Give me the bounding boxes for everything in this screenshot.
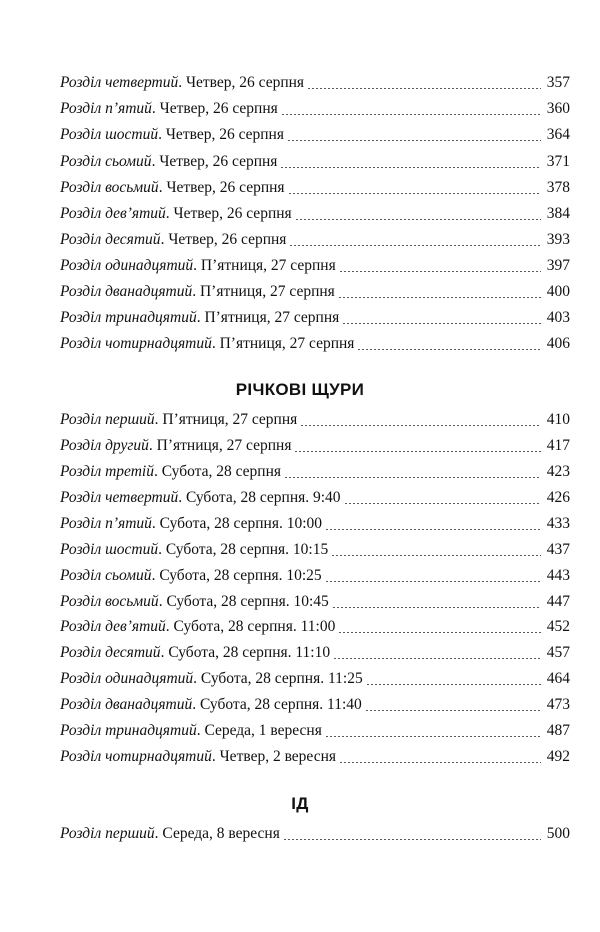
entry-page-number: 384	[546, 205, 570, 222]
entry-title: Розділ тринадцятий	[60, 309, 197, 326]
dot-leader	[342, 323, 541, 324]
toc-entry: Розділ шостий . Четвер, 26 серпня 364	[60, 123, 570, 147]
dot-leader	[331, 555, 541, 556]
toc-entry: Розділ одинадцятий . Субота, 28 серпня. 11:25 464	[60, 667, 570, 691]
entry-description: Четвер, 26 серпня	[173, 205, 292, 222]
entry-title: Розділ шостий	[60, 126, 159, 143]
entry-title: Розділ восьмий	[60, 179, 159, 196]
dot-leader	[294, 451, 541, 452]
toc-entry: Розділ другий . П’ятниця, 27 серпня 417	[60, 434, 570, 458]
dot-leader	[325, 529, 541, 530]
dot-leader	[344, 503, 541, 504]
entry-description: Субота, 28 серпня. 9:40	[185, 489, 341, 506]
entry-description: Субота, 28 серпня. 10:45	[166, 593, 329, 610]
toc-entry: Розділ дванадцятий . П’ятниця, 27 серпня 400	[60, 280, 570, 304]
entry-page-number: 443	[546, 567, 570, 584]
entry-title: Розділ перший	[60, 825, 155, 842]
entry-page-number: 487	[546, 722, 570, 739]
entry-description: П’ятниця, 27 серпня	[219, 335, 355, 352]
entry-description: П’ятниця, 27 серпня	[204, 309, 340, 326]
entry-title: Розділ дев’ятий	[60, 618, 166, 635]
entry-title: Розділ чотирнадцятий	[60, 748, 212, 765]
dot-leader	[288, 193, 541, 194]
toc-entry: Розділ десятий . Четвер, 26 серпня 393	[60, 228, 570, 252]
entry-page-number: 393	[546, 231, 570, 248]
entry-description: Субота, 28 серпня. 11:40	[199, 696, 362, 713]
entry-description: П’ятниця, 27 серпня	[156, 437, 292, 454]
entry-description: Четвер, 26 серпня	[165, 126, 284, 143]
entry-title: Розділ одинадцятий	[60, 257, 194, 274]
entry-page-number: 360	[546, 100, 570, 117]
toc-entry: Розділ чотирнадцятий . П’ятниця, 27 серпня 406	[60, 332, 570, 356]
dot-leader	[339, 762, 541, 763]
entry-page-number: 378	[546, 179, 570, 196]
dot-leader	[281, 114, 541, 115]
toc-entry: Розділ восьмий . Четвер, 26 серпня 378	[60, 176, 570, 200]
entry-description: Субота, 28 серпня	[161, 463, 282, 480]
entry-description: Четвер, 26 серпня	[159, 100, 278, 117]
entry-page-number: 433	[546, 515, 570, 532]
entry-description: Четвер, 26 серпня	[166, 179, 285, 196]
toc-entry: Розділ п’ятий . Субота, 28 серпня. 10:00 433	[60, 512, 570, 536]
entry-page-number: 403	[546, 309, 570, 326]
entry-title: Розділ четвертий	[60, 489, 179, 506]
entry-title: Розділ перший	[60, 411, 155, 428]
entry-description: Субота, 28 серпня. 11:25	[200, 670, 363, 687]
dot-leader	[295, 219, 541, 220]
toc-entry: Розділ тринадцятий . П’ятниця, 27 серпня 403	[60, 306, 570, 330]
entry-description: Середа, 8 вересня	[162, 825, 280, 842]
dot-leader	[338, 632, 541, 633]
entry-title: Розділ тринадцятий	[60, 722, 197, 739]
dot-leader	[325, 581, 541, 582]
dot-leader	[280, 167, 541, 168]
toc-entry: Розділ сьомий . Четвер, 26 серпня 371	[60, 150, 570, 174]
dot-leader	[287, 140, 541, 141]
toc-entry: Розділ третій . Субота, 28 серпня 423	[60, 460, 570, 484]
dot-leader	[289, 245, 541, 246]
section-heading: ІД	[291, 794, 309, 813]
toc-entry: Розділ восьмий . Субота, 28 серпня. 10:45 447	[60, 590, 570, 614]
toc-entry: Розділ сьомий . Субота, 28 серпня. 10:25 443	[60, 564, 570, 588]
dot-leader	[325, 736, 541, 737]
dot-leader	[284, 477, 541, 478]
dot-leader	[338, 297, 541, 298]
entry-page-number: 410	[546, 411, 570, 428]
entry-page-number: 423	[546, 463, 570, 480]
toc-entry: Розділ дев’ятий . Четвер, 26 серпня 384	[60, 202, 570, 226]
dot-leader	[300, 425, 541, 426]
entry-title: Розділ дванадцятий	[60, 696, 193, 713]
entry-page-number: 357	[546, 74, 570, 91]
dot-leader	[366, 684, 541, 685]
dot-leader	[307, 88, 541, 89]
entry-description: Субота, 28 серпня. 11:10	[168, 644, 331, 661]
entry-description: П’ятниця, 27 серпня	[199, 283, 335, 300]
entry-title: Розділ п’ятий	[60, 515, 152, 532]
entry-description: Четвер, 2 вересня	[219, 748, 336, 765]
toc-entry: Розділ перший . П’ятниця, 27 серпня 410	[60, 408, 570, 432]
entry-page-number: 426	[546, 489, 570, 506]
entry-title: Розділ шостий	[60, 541, 159, 558]
entry-title: Розділ третій	[60, 463, 154, 480]
entry-description: Четвер, 26 серпня	[159, 153, 278, 170]
dot-leader	[339, 271, 541, 272]
entry-description: П’ятниця, 27 серпня	[200, 257, 336, 274]
entry-description: П’ятниця, 27 серпня	[162, 411, 298, 428]
entry-page-number: 464	[546, 670, 570, 687]
entry-page-number: 364	[546, 126, 570, 143]
dot-leader	[283, 839, 541, 840]
entry-page-number: 492	[546, 748, 570, 765]
toc-entry: Розділ дев’ятий . Субота, 28 серпня. 11:00 452	[60, 615, 570, 639]
toc-entry: Розділ п’ятий . Четвер, 26 серпня 360	[60, 97, 570, 121]
entry-page-number: 447	[546, 593, 570, 610]
entry-page-number: 500	[546, 825, 570, 842]
entry-description: Субота, 28 серпня. 10:15	[165, 541, 329, 558]
entry-title: Розділ сьомий	[60, 567, 152, 584]
toc-entry: Розділ дванадцятий . Субота, 28 серпня. 11:40 473	[60, 693, 570, 717]
toc-entry: Розділ четвертий . Субота, 28 серпня. 9:40 426	[60, 486, 570, 510]
entry-title: Розділ одинадцятий	[60, 670, 194, 687]
dot-leader	[332, 607, 541, 608]
entry-page-number: 397	[546, 257, 570, 274]
dot-leader	[365, 710, 541, 711]
entry-title: Розділ десятий	[60, 231, 161, 248]
dot-leader	[357, 349, 541, 350]
entry-page-number: 371	[546, 153, 570, 170]
entry-title: Розділ другий	[60, 437, 149, 454]
entry-page-number: 473	[546, 696, 570, 713]
entry-description: Субота, 28 серпня. 10:25	[159, 567, 322, 584]
toc-entry: Розділ одинадцятий . П’ятниця, 27 серпня 397	[60, 254, 570, 278]
entry-page-number: 400	[546, 283, 570, 300]
section-heading: РІЧКОВІ ЩУРИ	[235, 380, 365, 399]
entry-title: Розділ сьомий	[60, 153, 152, 170]
entry-description: Четвер, 26 серпня	[168, 231, 287, 248]
entry-page-number: 452	[546, 618, 570, 635]
entry-description: Середа, 1 вересня	[204, 722, 322, 739]
entry-page-number: 406	[546, 335, 570, 352]
entry-title: Розділ десятий	[60, 644, 161, 661]
entry-title: Розділ четвертий	[60, 74, 179, 91]
entry-title: Розділ дев’ятий	[60, 205, 166, 222]
toc-entry: Розділ шостий . Субота, 28 серпня. 10:15 437	[60, 538, 570, 562]
entry-description: Субота, 28 серпня. 10:00	[159, 515, 323, 532]
toc-entry: Розділ тринадцятий . Середа, 1 вересня 487	[60, 719, 570, 743]
toc-entry: Розділ чотирнадцятий . Четвер, 2 вересня 492	[60, 745, 570, 769]
toc-entry: Розділ перший . Середа, 8 вересня 500	[60, 822, 570, 846]
entry-title: Розділ п’ятий	[60, 100, 152, 117]
toc-entry: Розділ четвертий . Четвер, 26 серпня 357	[60, 71, 570, 95]
entry-page-number: 417	[546, 437, 570, 454]
dot-leader	[333, 658, 541, 659]
entry-page-number: 457	[546, 644, 570, 661]
entry-title: Розділ чотирнадцятий	[60, 335, 212, 352]
entry-title: Розділ восьмий	[60, 593, 159, 610]
entry-page-number: 437	[546, 541, 570, 558]
toc-entry: Розділ десятий . Субота, 28 серпня. 11:10 457	[60, 641, 570, 665]
entry-description: Субота, 28 серпня. 11:00	[173, 618, 336, 635]
entry-description: Четвер, 26 серпня	[185, 74, 305, 91]
entry-title: Розділ дванадцятий	[60, 283, 193, 300]
